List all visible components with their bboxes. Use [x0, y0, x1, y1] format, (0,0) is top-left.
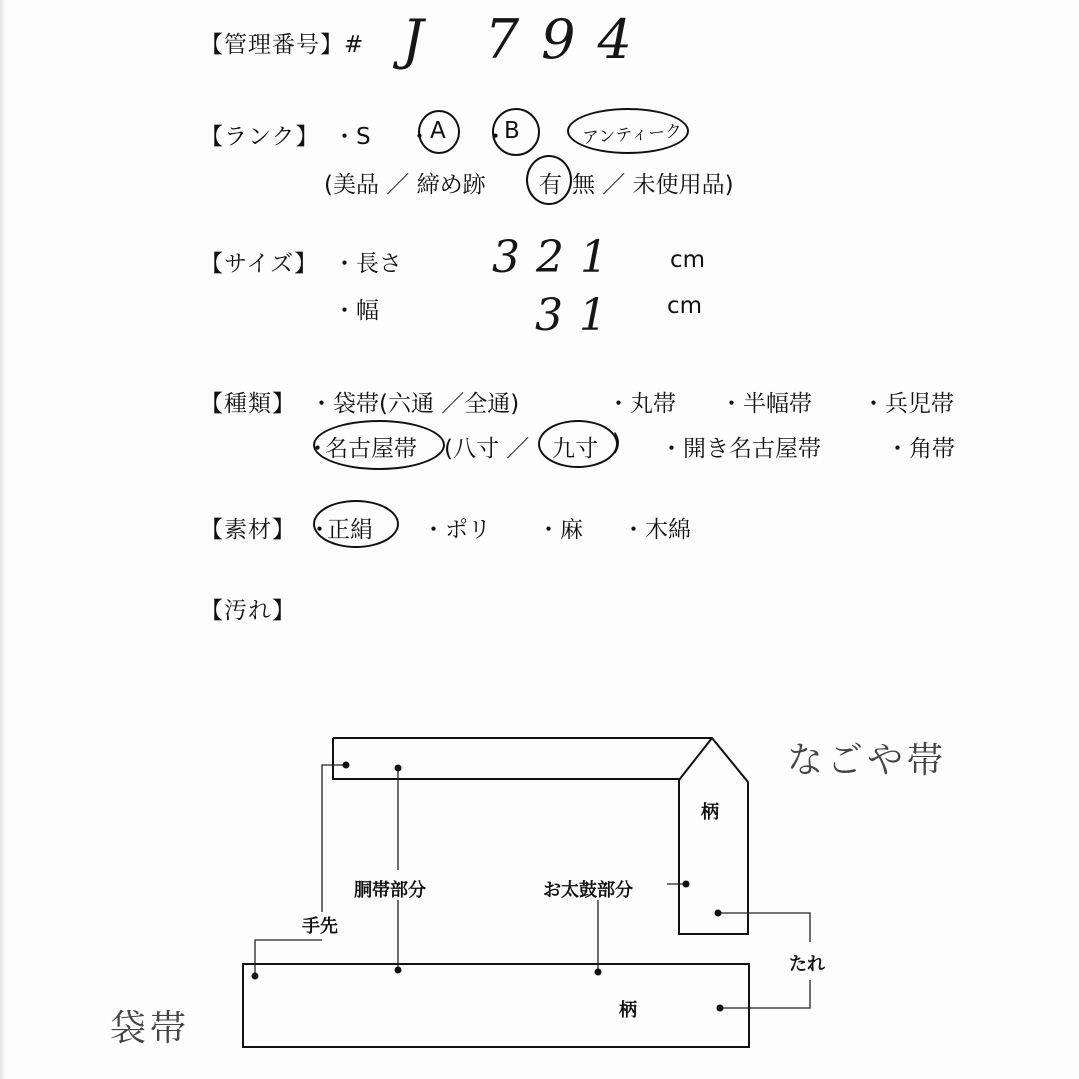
condition-text: (美品 ／ 締め跡 — [324, 172, 486, 198]
material-silk: 正絹 — [327, 517, 373, 543]
rank-label: 【ランク】 — [200, 124, 320, 150]
dot-otaiko-top — [683, 881, 690, 888]
otaiko-label: お太鼓部分 — [543, 880, 633, 901]
length-label: ・長さ — [333, 251, 402, 277]
management-number-label: 【管理番号】# — [200, 32, 365, 58]
type-kyusun: 九寸 — [552, 436, 598, 462]
rank-dot-b: ・ — [484, 124, 507, 150]
dobu-label: 胴帯部分 — [354, 880, 426, 901]
width-label: ・幅 — [333, 298, 379, 324]
type-heko: ・兵児帯 — [862, 391, 954, 417]
dot-dobu-top — [395, 765, 402, 772]
type-row2-dot: ・ — [306, 436, 329, 462]
dot-tesaki-bottom — [252, 973, 259, 980]
fukuro-obi-title: 袋帯 — [110, 1008, 191, 1049]
width-unit: cm — [667, 293, 703, 319]
fukuro-obi-outline — [243, 964, 749, 1047]
rank-option-a: A — [430, 118, 446, 144]
gara-bottom-label: 柄 — [619, 1000, 637, 1021]
type-kaku: ・角帯 — [886, 436, 955, 462]
length-unit: cm — [670, 247, 706, 273]
length-value: 321 — [492, 232, 624, 283]
tare-label: たれ — [789, 954, 825, 975]
tesaki-leader-top — [322, 765, 346, 912]
material-dot: ・ — [308, 517, 331, 543]
stain-label: 【汚れ】 — [200, 598, 296, 624]
material-poly: ・ポリ — [422, 517, 491, 543]
type-nagoya-close: ) — [612, 430, 621, 456]
gara-top-label: 柄 — [701, 802, 719, 823]
type-fukuro: ・袋帯(六通 ／全通) — [310, 391, 520, 417]
material-label: 【素材】 — [200, 517, 296, 543]
management-number-value: J 794 — [402, 8, 654, 71]
material-asa: ・麻 — [537, 517, 583, 543]
dot-tare-bottom — [717, 1005, 724, 1012]
nagoya-obi-top-edge — [333, 738, 679, 779]
nagoya-obi-title: なごや帯 — [787, 740, 948, 781]
tesaki-label: 手先 — [302, 916, 338, 937]
type-nagoya-sizes: (八寸 ／ — [444, 436, 530, 462]
size-label: 【サイズ】 — [200, 251, 319, 277]
tesaki-leader-bottom — [255, 940, 322, 976]
condition-yes: 有 — [539, 172, 562, 198]
rank-option-antique: アンティーク — [581, 121, 683, 149]
type-hanhaba: ・半幅帯 — [720, 391, 812, 417]
condition-rest: 無 ／ 未使用品) — [572, 172, 734, 198]
tare-leader-bottom — [720, 980, 810, 1008]
dot-tesaki-top — [343, 762, 350, 769]
width-value: 31 — [535, 290, 623, 341]
type-nagoya: 名古屋帯 — [325, 436, 417, 462]
type-hiraki-nagoya: ・開き名古屋帯 — [660, 436, 821, 462]
rank-option-b: B — [504, 118, 520, 144]
dot-dobu-bottom — [395, 967, 402, 974]
type-label: 【種類】 — [200, 391, 296, 417]
rank-option-s: ・S — [333, 124, 371, 150]
dot-otaiko-bottom — [595, 969, 602, 976]
dot-tare-top — [715, 910, 722, 917]
tare-leader-top — [718, 913, 810, 942]
type-maru: ・丸帯 — [607, 391, 676, 417]
rank-dot-a: ・ — [408, 124, 431, 150]
material-cotton: ・木綿 — [622, 517, 691, 543]
